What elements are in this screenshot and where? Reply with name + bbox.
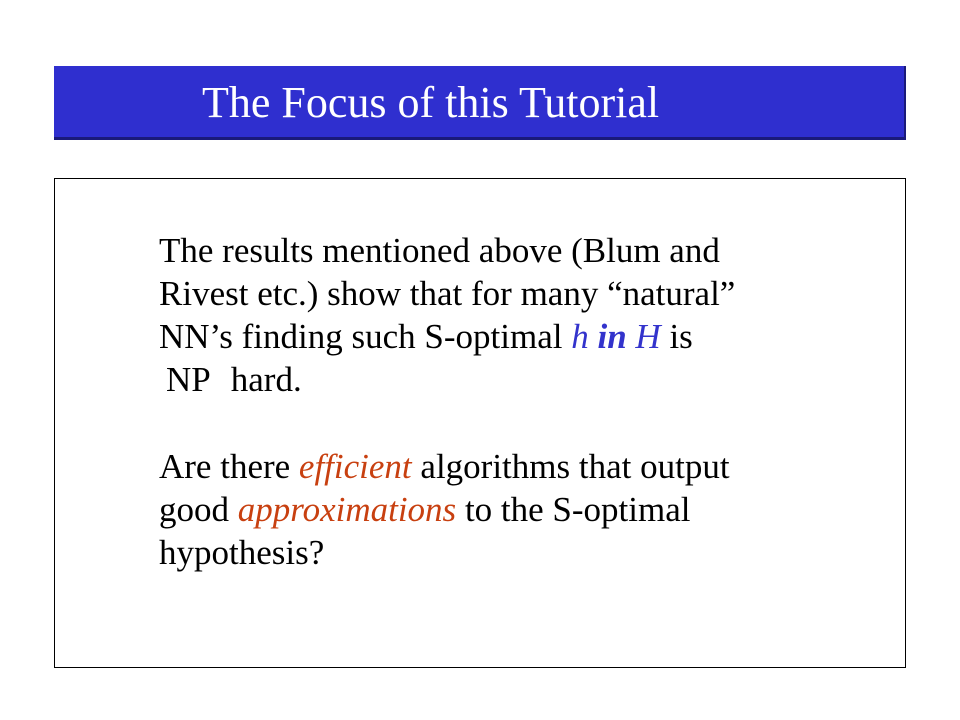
keyword-efficient: efficient [298, 447, 412, 486]
line2-text-b: to the S-optimal [456, 490, 691, 529]
hypothesis-h: h [571, 317, 589, 356]
line3-text-a: NN’s finding such S-optimal [159, 317, 572, 356]
hard-label: hard. [230, 360, 302, 399]
np-label: NP [166, 360, 211, 399]
line1-text-a: Are there [159, 447, 299, 486]
paragraph2-line3: hypothesis? [159, 533, 325, 572]
keyword-approximations: approximations [237, 490, 457, 529]
hypothesis-class-H: H [635, 317, 661, 356]
paragraph1-line2: Rivest etc.) show that for many “natural” [159, 274, 736, 313]
content-box [54, 178, 906, 668]
title-bar [54, 66, 906, 140]
paragraph1-line4 [159, 358, 735, 401]
line1-text-b: algorithms that output [411, 447, 730, 486]
paragraph2-line1 [159, 445, 730, 488]
slide-title: The Focus of this Tutorial [202, 78, 660, 127]
line3-text-b: is [660, 317, 693, 356]
paragraph1-line1: The results mentioned above (Blum and [159, 231, 720, 270]
paragraph1-line3 [159, 315, 735, 358]
paragraph2-line2 [159, 488, 730, 531]
line2-text-a: good [159, 490, 238, 529]
keyword-in: in [597, 317, 627, 356]
paragraph-np-hardness [159, 229, 735, 401]
paragraph-efficient-approximation [159, 445, 730, 574]
